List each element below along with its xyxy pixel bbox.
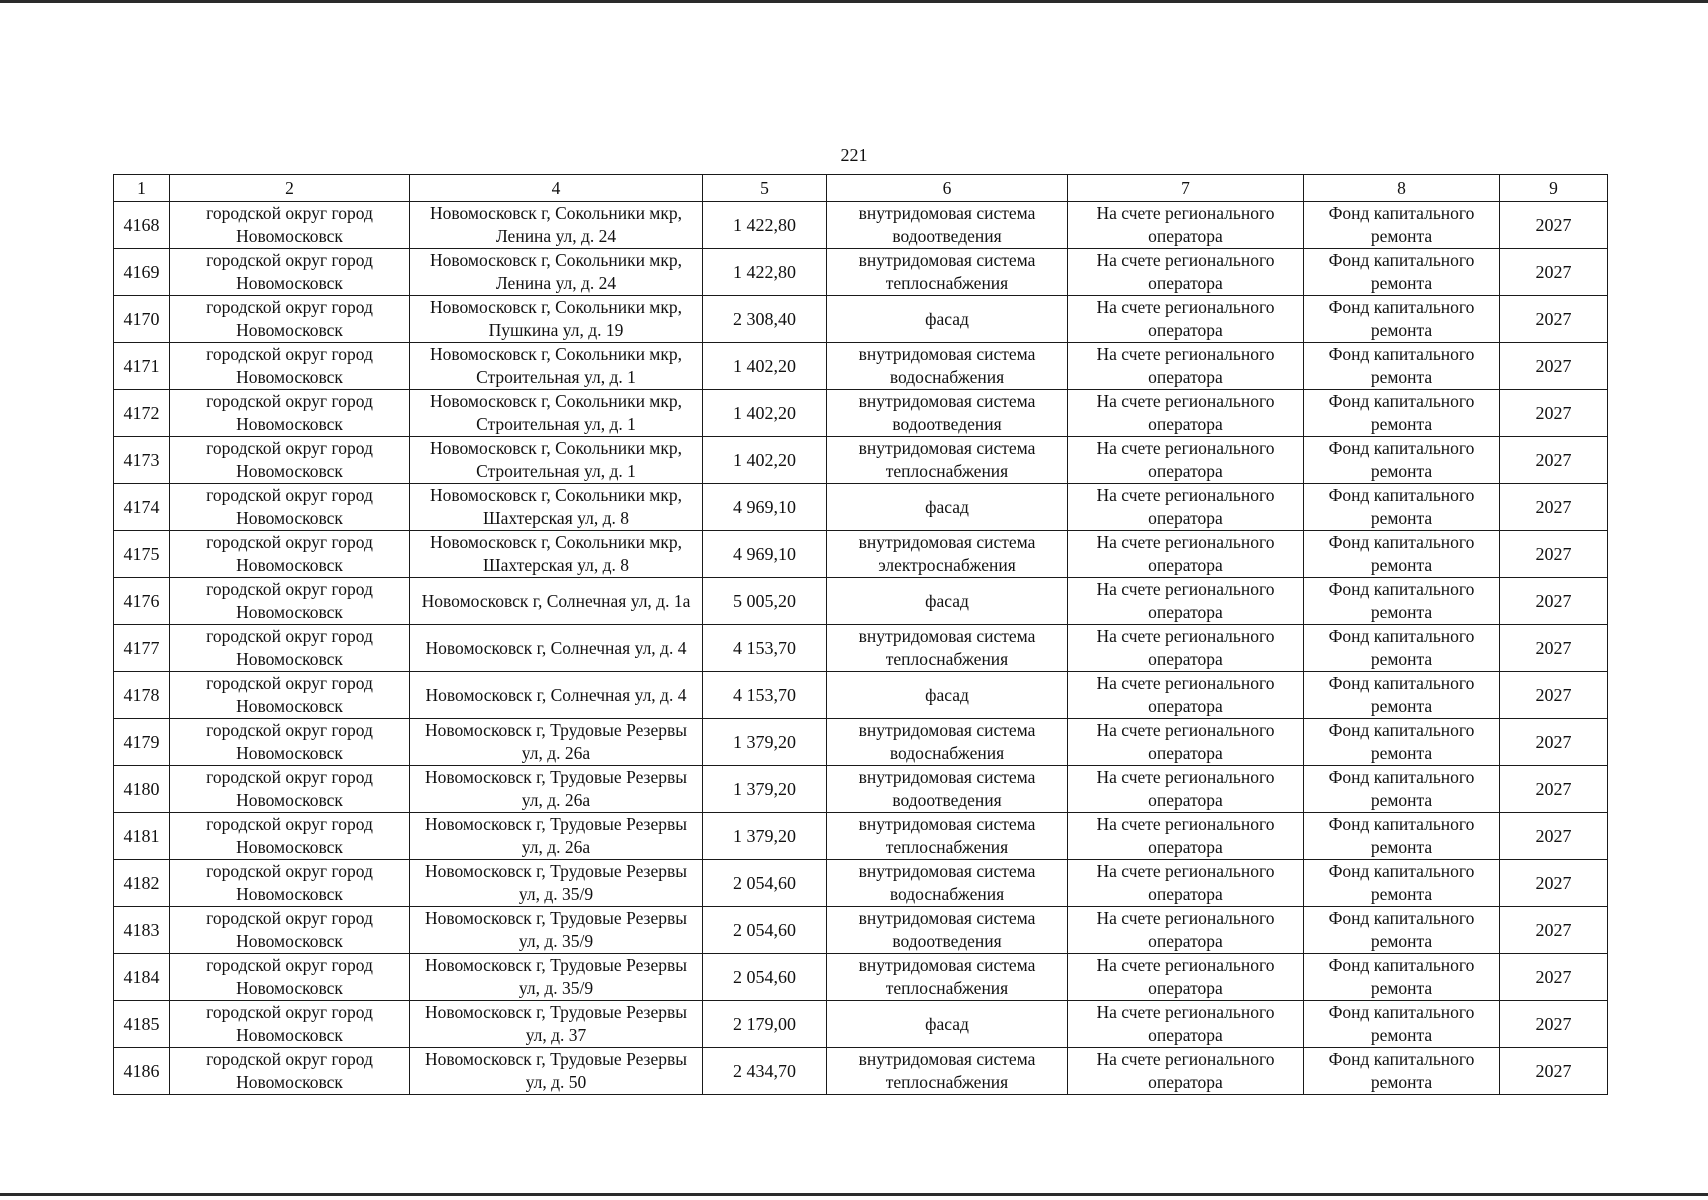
- scan-edge-top: [0, 0, 1708, 3]
- work-type-cell: внутридомовая система водоснабжения: [827, 860, 1068, 907]
- register-table: [113, 174, 1608, 1095]
- address-cell: Новомосковск г, Солнечная ул, д. 1а: [410, 578, 703, 625]
- account-cell: На счете регионального оператора: [1068, 531, 1304, 578]
- account-cell: На счете регионального оператора: [1068, 1001, 1304, 1048]
- account-cell: На счете регионального оператора: [1068, 343, 1304, 390]
- area-cell: 2 434,70: [703, 1048, 827, 1095]
- row-number-cell: 4179: [114, 719, 170, 766]
- year-cell: 2027: [1500, 390, 1608, 437]
- address-cell: Новомосковск г, Трудовые Резервы ул, д. 26а: [410, 813, 703, 860]
- year-cell: 2027: [1500, 672, 1608, 719]
- address-cell: Новомосковск г, Трудовые Резервы ул, д. 26а: [410, 719, 703, 766]
- row-number-cell: 4180: [114, 766, 170, 813]
- work-type-cell: внутридомовая система электроснабжения: [827, 531, 1068, 578]
- municipality-cell: городской округ город Новомосковск: [170, 860, 410, 907]
- municipality-cell: городской округ город Новомосковск: [170, 437, 410, 484]
- account-cell: На счете регионального оператора: [1068, 625, 1304, 672]
- area-cell: 4 153,70: [703, 625, 827, 672]
- area-cell: 2 054,60: [703, 954, 827, 1001]
- row-number-cell: 4174: [114, 484, 170, 531]
- table-row: [114, 813, 1608, 860]
- area-cell: 1 402,20: [703, 437, 827, 484]
- municipality-cell: городской округ город Новомосковск: [170, 202, 410, 249]
- area-cell: 1 422,80: [703, 249, 827, 296]
- work-type-cell: фасад: [827, 1001, 1068, 1048]
- table-row: [114, 954, 1608, 1001]
- work-type-cell: внутридомовая система теплоснабжения: [827, 954, 1068, 1001]
- table-row: [114, 578, 1608, 625]
- column-header: 1: [114, 175, 170, 202]
- address-cell: Новомосковск г, Сокольники мкр, Строительная ул, д. 1: [410, 343, 703, 390]
- municipality-cell: городской округ город Новомосковск: [170, 766, 410, 813]
- municipality-cell: городской округ город Новомосковск: [170, 1001, 410, 1048]
- address-cell: Новомосковск г, Трудовые Резервы ул, д. 26а: [410, 766, 703, 813]
- account-cell: На счете регионального оператора: [1068, 296, 1304, 343]
- area-cell: 4 153,70: [703, 672, 827, 719]
- address-cell: Новомосковск г, Трудовые Резервы ул, д. 35/9: [410, 907, 703, 954]
- column-header: 4: [410, 175, 703, 202]
- address-cell: Новомосковск г, Сокольники мкр, Строительная ул, д. 1: [410, 390, 703, 437]
- funding-source-cell: Фонд капитального ремонта: [1304, 719, 1500, 766]
- table-row: [114, 531, 1608, 578]
- address-cell: Новомосковск г, Трудовые Резервы ул, д. 35/9: [410, 954, 703, 1001]
- municipality-cell: городской округ город Новомосковск: [170, 249, 410, 296]
- column-header: 2: [170, 175, 410, 202]
- table-row: [114, 766, 1608, 813]
- funding-source-cell: Фонд капитального ремонта: [1304, 249, 1500, 296]
- work-type-cell: внутридомовая система водоотведения: [827, 907, 1068, 954]
- table-row: [114, 202, 1608, 249]
- municipality-cell: городской округ город Новомосковск: [170, 813, 410, 860]
- row-number-cell: 4186: [114, 1048, 170, 1095]
- account-cell: На счете регионального оператора: [1068, 1048, 1304, 1095]
- year-cell: 2027: [1500, 813, 1608, 860]
- account-cell: На счете регионального оператора: [1068, 766, 1304, 813]
- municipality-cell: городской округ город Новомосковск: [170, 296, 410, 343]
- table-row: [114, 719, 1608, 766]
- funding-source-cell: Фонд капитального ремонта: [1304, 484, 1500, 531]
- address-cell: Новомосковск г, Трудовые Резервы ул, д. 50: [410, 1048, 703, 1095]
- table-row: [114, 672, 1608, 719]
- work-type-cell: фасад: [827, 484, 1068, 531]
- header-row: [114, 175, 1608, 202]
- table-row: [114, 907, 1608, 954]
- address-cell: Новомосковск г, Трудовые Резервы ул, д. 37: [410, 1001, 703, 1048]
- area-cell: 2 179,00: [703, 1001, 827, 1048]
- funding-source-cell: Фонд капитального ремонта: [1304, 531, 1500, 578]
- address-cell: Новомосковск г, Сокольники мкр, Ленина ул, д. 24: [410, 202, 703, 249]
- row-number-cell: 4184: [114, 954, 170, 1001]
- funding-source-cell: Фонд капитального ремонта: [1304, 202, 1500, 249]
- funding-source-cell: Фонд капитального ремонта: [1304, 343, 1500, 390]
- year-cell: 2027: [1500, 343, 1608, 390]
- table-row: [114, 390, 1608, 437]
- year-cell: 2027: [1500, 1001, 1608, 1048]
- funding-source-cell: Фонд капитального ремонта: [1304, 907, 1500, 954]
- row-number-cell: 4185: [114, 1001, 170, 1048]
- funding-source-cell: Фонд капитального ремонта: [1304, 860, 1500, 907]
- table-row: [114, 625, 1608, 672]
- year-cell: 2027: [1500, 249, 1608, 296]
- funding-source-cell: Фонд капитального ремонта: [1304, 296, 1500, 343]
- scan-edge-bottom: [0, 1193, 1708, 1196]
- address-cell: Новомосковск г, Солнечная ул, д. 4: [410, 625, 703, 672]
- area-cell: 1 402,20: [703, 343, 827, 390]
- funding-source-cell: Фонд капитального ремонта: [1304, 390, 1500, 437]
- account-cell: На счете регионального оператора: [1068, 390, 1304, 437]
- funding-source-cell: Фонд капитального ремонта: [1304, 766, 1500, 813]
- address-cell: Новомосковск г, Сокольники мкр, Пушкина ул, д. 19: [410, 296, 703, 343]
- funding-source-cell: Фонд капитального ремонта: [1304, 813, 1500, 860]
- row-number-cell: 4176: [114, 578, 170, 625]
- year-cell: 2027: [1500, 578, 1608, 625]
- work-type-cell: внутридомовая система теплоснабжения: [827, 813, 1068, 860]
- area-cell: 1 379,20: [703, 766, 827, 813]
- account-cell: На счете регионального оператора: [1068, 813, 1304, 860]
- account-cell: На счете регионального оператора: [1068, 719, 1304, 766]
- address-cell: Новомосковск г, Сокольники мкр, Шахтерская ул, д. 8: [410, 484, 703, 531]
- municipality-cell: городской округ город Новомосковск: [170, 390, 410, 437]
- row-number-cell: 4169: [114, 249, 170, 296]
- area-cell: 4 969,10: [703, 484, 827, 531]
- year-cell: 2027: [1500, 202, 1608, 249]
- funding-source-cell: Фонд капитального ремонта: [1304, 954, 1500, 1001]
- area-cell: 2 054,60: [703, 907, 827, 954]
- work-type-cell: внутридомовая система теплоснабжения: [827, 437, 1068, 484]
- municipality-cell: городской округ город Новомосковск: [170, 578, 410, 625]
- address-cell: Новомосковск г, Сокольники мкр, Строительная ул, д. 1: [410, 437, 703, 484]
- area-cell: 4 969,10: [703, 531, 827, 578]
- work-type-cell: внутридомовая система водоснабжения: [827, 719, 1068, 766]
- funding-source-cell: Фонд капитального ремонта: [1304, 625, 1500, 672]
- funding-source-cell: Фонд капитального ремонта: [1304, 578, 1500, 625]
- municipality-cell: городской округ город Новомосковск: [170, 672, 410, 719]
- account-cell: На счете регионального оператора: [1068, 484, 1304, 531]
- year-cell: 2027: [1500, 1048, 1608, 1095]
- work-type-cell: внутридомовая система водоотведения: [827, 766, 1068, 813]
- address-cell: Новомосковск г, Сокольники мкр, Ленина ул, д. 24: [410, 249, 703, 296]
- column-header: 7: [1068, 175, 1304, 202]
- year-cell: 2027: [1500, 907, 1608, 954]
- row-number-cell: 4178: [114, 672, 170, 719]
- column-header: 9: [1500, 175, 1608, 202]
- row-number-cell: 4182: [114, 860, 170, 907]
- account-cell: На счете регионального оператора: [1068, 860, 1304, 907]
- page-number: 221: [840, 145, 868, 165]
- account-cell: На счете регионального оператора: [1068, 907, 1304, 954]
- column-header: 5: [703, 175, 827, 202]
- year-cell: 2027: [1500, 296, 1608, 343]
- account-cell: На счете регионального оператора: [1068, 202, 1304, 249]
- table-row: [114, 437, 1608, 484]
- area-cell: 1 422,80: [703, 202, 827, 249]
- area-cell: 2 308,40: [703, 296, 827, 343]
- work-type-cell: фасад: [827, 578, 1068, 625]
- work-type-cell: фасад: [827, 296, 1068, 343]
- year-cell: 2027: [1500, 766, 1608, 813]
- address-cell: Новомосковск г, Сокольники мкр, Шахтерская ул, д. 8: [410, 531, 703, 578]
- municipality-cell: городской округ город Новомосковск: [170, 1048, 410, 1095]
- row-number-cell: 4173: [114, 437, 170, 484]
- funding-source-cell: Фонд капитального ремонта: [1304, 1048, 1500, 1095]
- funding-source-cell: Фонд капитального ремонта: [1304, 437, 1500, 484]
- work-type-cell: внутридомовая система водоотведения: [827, 390, 1068, 437]
- account-cell: На счете регионального оператора: [1068, 437, 1304, 484]
- year-cell: 2027: [1500, 437, 1608, 484]
- table-row: [114, 249, 1608, 296]
- municipality-cell: городской округ город Новомосковск: [170, 343, 410, 390]
- area-cell: 5 005,20: [703, 578, 827, 625]
- year-cell: 2027: [1500, 719, 1608, 766]
- year-cell: 2027: [1500, 625, 1608, 672]
- area-cell: 1 379,20: [703, 719, 827, 766]
- work-type-cell: внутридомовая система теплоснабжения: [827, 1048, 1068, 1095]
- funding-source-cell: Фонд капитального ремонта: [1304, 1001, 1500, 1048]
- account-cell: На счете регионального оператора: [1068, 249, 1304, 296]
- year-cell: 2027: [1500, 484, 1608, 531]
- municipality-cell: городской округ город Новомосковск: [170, 719, 410, 766]
- municipality-cell: городской округ город Новомосковск: [170, 907, 410, 954]
- municipality-cell: городской округ город Новомосковск: [170, 531, 410, 578]
- table-row: [114, 484, 1608, 531]
- municipality-cell: городской округ город Новомосковск: [170, 954, 410, 1001]
- column-header: 6: [827, 175, 1068, 202]
- row-number-cell: 4181: [114, 813, 170, 860]
- row-number-cell: 4175: [114, 531, 170, 578]
- funding-source-cell: Фонд капитального ремонта: [1304, 672, 1500, 719]
- table-row: [114, 296, 1608, 343]
- work-type-cell: внутридомовая система водоснабжения: [827, 343, 1068, 390]
- work-type-cell: внутридомовая система теплоснабжения: [827, 249, 1068, 296]
- address-cell: Новомосковск г, Трудовые Резервы ул, д. 35/9: [410, 860, 703, 907]
- area-cell: 1 402,20: [703, 390, 827, 437]
- row-number-cell: 4172: [114, 390, 170, 437]
- row-number-cell: 4170: [114, 296, 170, 343]
- area-cell: 2 054,60: [703, 860, 827, 907]
- table-row: [114, 1001, 1608, 1048]
- row-number-cell: 4183: [114, 907, 170, 954]
- work-type-cell: внутридомовая система водоотведения: [827, 202, 1068, 249]
- address-cell: Новомосковск г, Солнечная ул, д. 4: [410, 672, 703, 719]
- area-cell: 1 379,20: [703, 813, 827, 860]
- municipality-cell: городской округ город Новомосковск: [170, 625, 410, 672]
- municipality-cell: городской округ город Новомосковск: [170, 484, 410, 531]
- year-cell: 2027: [1500, 860, 1608, 907]
- table-body: [114, 202, 1608, 1095]
- year-cell: 2027: [1500, 531, 1608, 578]
- row-number-cell: 4177: [114, 625, 170, 672]
- account-cell: На счете регионального оператора: [1068, 672, 1304, 719]
- row-number-cell: 4171: [114, 343, 170, 390]
- row-number-cell: 4168: [114, 202, 170, 249]
- account-cell: На счете регионального оператора: [1068, 954, 1304, 1001]
- table-row: [114, 860, 1608, 907]
- work-type-cell: фасад: [827, 672, 1068, 719]
- account-cell: На счете регионального оператора: [1068, 578, 1304, 625]
- column-header: 8: [1304, 175, 1500, 202]
- work-type-cell: внутридомовая система теплоснабжения: [827, 625, 1068, 672]
- table-row: [114, 343, 1608, 390]
- table-row: [114, 1048, 1608, 1095]
- year-cell: 2027: [1500, 954, 1608, 1001]
